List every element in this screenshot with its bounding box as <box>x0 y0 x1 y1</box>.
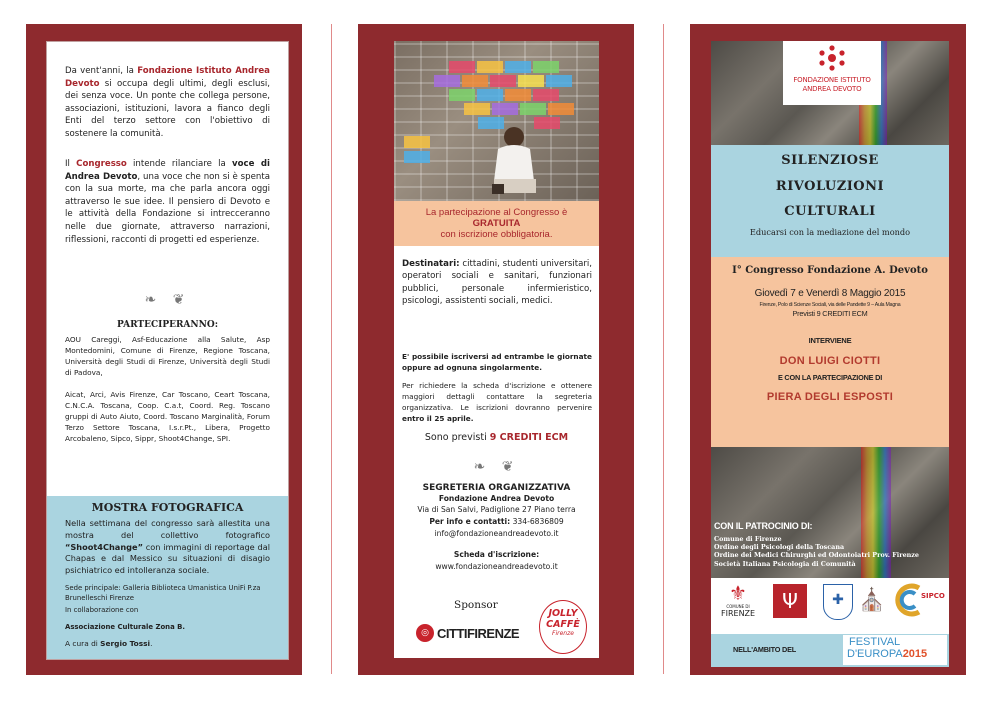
sipco-icon <box>895 582 923 618</box>
fold-line-left <box>331 24 332 674</box>
fleur-de-lis-icon: ⚜ <box>729 581 747 605</box>
intro-paragraph-1: Da vent'anni, la Fondazione Istituto Andrea Devoto si occupa degli ultimi, degli esclusi, dei senza voce. Un ponte che collega persone, associazioni, istituzioni, lavora a fianco degli Enti del terzo settore con l'obiettivo di sostenere la comunità. <box>65 66 270 139</box>
panel-left-content <box>46 41 289 660</box>
jolly-line-2: CAFFÈ <box>546 619 580 630</box>
sipco-text: SIPCO <box>921 592 945 600</box>
child-figure <box>492 127 536 194</box>
title-line-2: RIVOLUZIONI <box>775 179 885 194</box>
registration-note: Per richiedere la scheda d'iscrizione e ottenere maggiori dettagli contattare la segreteria organizzativa. Le iscrizioni dovranno pervenire entro il 25 aprile. <box>402 381 592 423</box>
banner-line-2: GRATUITA <box>472 218 521 229</box>
segreteria-email[interactable]: info@fondazioneandreadevoto.it <box>434 529 559 538</box>
speaker-ciotti: DON LUIGI CIOTTI <box>779 355 881 367</box>
sponsor-label: Sponsor <box>454 599 498 611</box>
free-participation-banner <box>394 201 599 246</box>
ornament-left: ❧ ❦ <box>144 292 191 308</box>
mostra-collab-org: Associazione Culturale Zona B. <box>65 623 186 631</box>
mostra-title: MOSTRA FOTOGRAFICA <box>91 501 244 514</box>
photo-stone-top <box>711 41 949 145</box>
mostra-text: Nella settimana del congresso sarà allestita una mostra del collettivo fotografico “Shoot4Change” con immagini di reportage dal Chapas e dal Messico su situazioni di disagio psichiatrico ed intolleranza sociale. <box>65 518 270 576</box>
festival-europa-logo <box>843 635 947 665</box>
sponsor-citti-logo <box>416 621 519 645</box>
title-subtitle: Educarsi con la mediazione del mondo <box>749 227 911 237</box>
patrocinio-list <box>714 535 919 568</box>
participants-institutions: AOU Careggi, Asf-Educazione alla Salute, Asp Montedomini, Comune di Firenze, Regione Toscana, Università degli Studi di Firenze, Università degli Studi di Padova, <box>65 335 270 377</box>
panel-left <box>26 24 302 675</box>
chalk-pattern <box>404 61 574 163</box>
congress-venue: Firenze, Polo di Scienze Sociali, via delle Pandette 9 – Aula Magna <box>759 302 901 308</box>
congress-dates: Giovedì 7 e Venerdì 8 Maggio 2015 <box>754 288 906 299</box>
destinatari-text: Destinatari: cittadini, studenti universitari, operatori sociali e sanitari, funzionari pubblici, personale infermieristico, psicologi, assistenti sociali, medici. <box>402 259 592 307</box>
foundation-logo <box>783 41 881 105</box>
participants-title: PARTECIPERANNO: <box>116 320 219 330</box>
participants-associations: Aicat, Arci, Avis Firenze, Car Toscano, Ceart Toscana, C.N.C.A. Toscana, Coop. C.a.t, Coord. Reg. Toscano gruppi di Auto Aiuto, Coord. Toscano Marginalità, Forum Terzo Settore Toscana, I.s.r.Pt., Libera, Progetto Arcobaleno, Sipco, Sippr, Shoot4Change, SPI. <box>65 390 270 443</box>
segreteria-block <box>394 483 599 573</box>
congress-info-block <box>711 257 949 447</box>
banner-line-1: La partecipazione al Congresso è <box>425 207 568 218</box>
partecipazione-label: E CON LA PARTECIPAZIONE DI <box>777 373 883 382</box>
segreteria-address: Via di San Salvi, Padiglione 27 Piano terra <box>417 505 576 514</box>
patrocinio-item: Comune di Firenze <box>714 535 782 543</box>
psicologi-logo: Ψ <box>773 584 807 618</box>
panel-middle <box>358 24 634 675</box>
patrocinio-title: CON IL PATROCINIO DI: <box>714 521 813 531</box>
panel-right <box>690 24 966 675</box>
festival-text-2-row <box>847 648 927 660</box>
panel-middle-content <box>394 41 599 658</box>
medici-logo: ✚ <box>823 584 853 620</box>
patron-logos-row <box>711 578 949 628</box>
mostra-collab: In collaborazione con <box>65 606 139 614</box>
website-link[interactable]: www.fondazioneandreadevoto.it <box>435 562 558 571</box>
festival-strip <box>711 634 949 667</box>
citti-badge-icon: ◎ <box>416 624 434 642</box>
congress-credits: Previsti 9 CREDITI ECM <box>792 309 868 318</box>
comune-text-2: FIRENZE <box>721 609 756 618</box>
mostra-sede: Sede principale: Galleria Biblioteca Umanistica UniFi P.za Brunelleschi Firenze <box>65 584 261 602</box>
comune-text-1: COMUNE DI <box>726 604 750 609</box>
congress-title: I° Congresso Fondazione A. Devoto <box>732 265 928 276</box>
sipco-logo <box>895 582 945 622</box>
mostra-cura: A cura di Sergio Tossi. <box>65 639 153 648</box>
title-line-3: CULTURALI <box>784 204 876 219</box>
segreteria-org: Fondazione Andrea Devoto <box>438 494 555 503</box>
jolly-line-3: Firenze <box>552 630 574 637</box>
jolly-line-1: JOLLY <box>548 608 578 619</box>
mostra-box <box>47 496 288 659</box>
comune-firenze-logo <box>721 582 755 618</box>
foundation-logo-icon <box>816 44 848 72</box>
citti-wordmark: CITTIFIRENZE <box>437 625 520 641</box>
title-line-1: SILENZIOSE <box>781 153 879 168</box>
panel-right-content <box>711 41 949 667</box>
photo-stone-bottom <box>711 447 949 578</box>
photo-chalk-bricks <box>394 41 599 201</box>
intro-paragraph-2: Il Congresso intende rilanciare la voce di Andrea Devoto, una voce che non si è spenta con la sua morte, ma che parla ancora oggi attraverso le sue idee. Il pensiero di Devoto e le attività della Fondazione si intrecceranno nelle due giornate, attraverso narrazioni, riflessioni, racconti di progetti ed esperienze. <box>65 159 271 245</box>
scheda-label: Scheda d'iscrizione: <box>453 550 540 559</box>
logo-text-2: ANDREA DEVOTO <box>802 85 862 93</box>
patrocinio-item: Società Italiana Psicologia di Comunità <box>714 559 856 568</box>
duomo-logo: ⛪ <box>858 588 886 613</box>
registration-note-bold: E' possibile iscriversi ad entrambe le giornate oppure ad ognuna singolarmente. <box>402 352 592 372</box>
festival-year: 2015 <box>902 648 928 660</box>
credits-line: Sono previsti 9 CREDITI ECM <box>424 432 569 443</box>
logo-text-1: FONDAZIONE ISTITUTO <box>793 76 871 84</box>
speaker-esposti: PIERA DEGLI ESPOSTI <box>766 391 894 403</box>
banner-line-3: con iscrizione obbligatoria. <box>440 229 553 240</box>
sponsor-jolly-logo <box>539 600 587 654</box>
festival-text-2: D'EUROPA <box>847 648 903 660</box>
festival-text-1: FESTIVAL <box>849 636 901 648</box>
patrocinio-item: Ordine dei Medici Chirurghi ed Odontoiatri Prov. Firenze <box>714 551 919 560</box>
segreteria-title: SEGRETERIA ORGANIZZATIVA <box>422 483 571 493</box>
interviene-label: INTERVIENE <box>808 336 852 345</box>
title-block <box>711 145 949 257</box>
fold-line-right <box>663 24 664 674</box>
ornament-middle: ❧ ❦ <box>473 459 520 475</box>
ambito-label: NELL'AMBITO DEL <box>733 645 797 654</box>
segreteria-contacts: Per info e contatti: 334-6836809 <box>429 517 564 526</box>
patrocinio-item: Ordine degli Psicologi della Toscana <box>714 543 845 552</box>
